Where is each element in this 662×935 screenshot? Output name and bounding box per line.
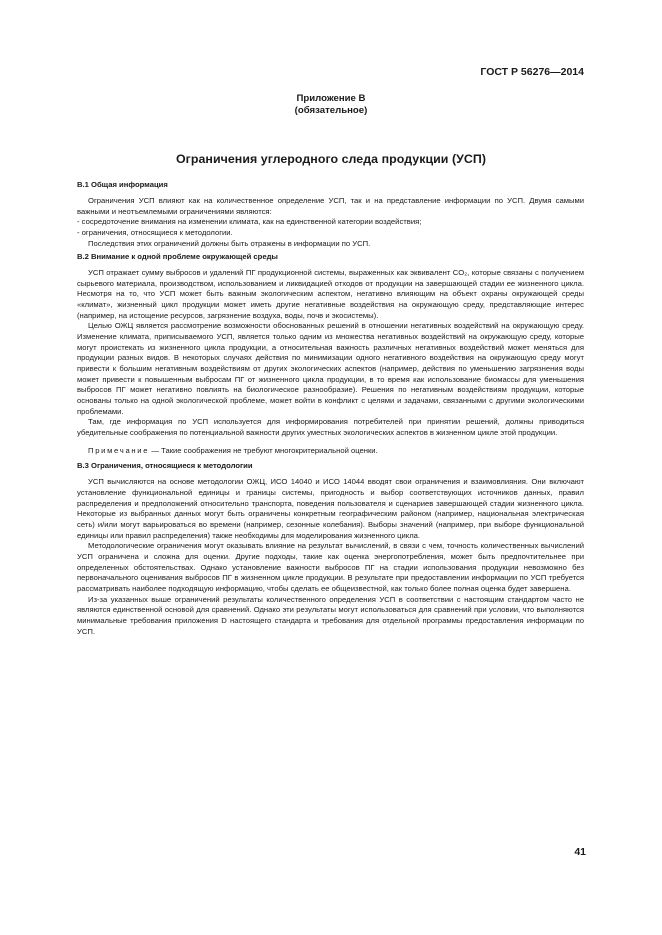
paragraph: Ограничения УСП влияют как на количественное определение УСП, так и на представление информации по УСП. Двумя самыми важными и неотъемлемыми ограничениями являются:	[77, 196, 584, 216]
paragraph: Из-за указанных выше ограничений результаты количественного определения УСП в соответствии с настоящим стандартом часто не являются единственной основой для сравнений. Однако эти результаты могут использоваться для сравнений при условии, что выполняются минимальные требования приложения D настоящего стандарта и требования для отдельной программы предоставления информации по УСП.	[77, 594, 584, 636]
page-number: 41	[574, 846, 586, 858]
document-body	[77, 180, 584, 637]
appendix-heading	[0, 93, 662, 117]
section-heading: В.2 Внимание к одной проблеме окружающей среды	[77, 251, 278, 261]
section-heading: В.3 Ограничения, относящиеся к методологии	[77, 461, 253, 471]
list-item: - сосредоточение внимания на изменении климата, как на единственной категории воздействия;	[77, 217, 422, 227]
main-title: Ограничения углеродного следа продукции (УСП)	[175, 152, 487, 166]
paragraph: Методологические ограничения могут оказывать влияние на результат вычислений, в связи с чем, точность количественных вычислений УСП ограничена и сложна для оценки. Другие подходы, такие как оценка энергопотребления, может быть предпочтительнее при определенных обстоятельствах. Однако установление важности выбросов ПГ на стадии использования продукции невозможно без первоначального оценивания выбросов ПГ в жизненном цикле продукции. В результате при предоставлении информации по УСП требуется рассматривать наиболее подходящую информацию, чтобы сделать ее общеизвестной, как только более полная оценка будет завершена.	[77, 541, 584, 593]
document-header-id: ГОСТ Р 56276—2014	[480, 66, 584, 78]
paragraph: УСП отражает сумму выбросов и удалений ПГ продукционной системы, выраженных как эквивалент CO₂, которые связаны с получением сырьевого материала, производством, использованием и ликвидацией отходов от продукции на завершающей стадии ее жизненного цикла. Несмотря на то, что УСП может быть важным экологическим аспектом, негативно влияющим на объект охраны окружающей среды «климат», жизненный цикл продукции может иметь другие негативные воздействия на окружающую среду, представляющие интерес (например, на истощение ресурсов, загрязнение воздуха, воды, почв и экосистемы).	[77, 268, 584, 320]
paragraph: Последствия этих ограничений должны быть отражены в информации по УСП.	[88, 238, 371, 248]
list-item: - ограничения, относящиеся к методологии.	[77, 228, 233, 238]
note-label: Примечание	[88, 445, 150, 455]
appendix-status: (обязательное)	[294, 105, 368, 117]
note-text: — Такие соображения не требуют многокритериальной оценки.	[149, 445, 378, 455]
section-heading: В.1 Общая информация	[77, 180, 168, 189]
appendix-title: Приложение В	[296, 93, 366, 104]
note	[77, 446, 584, 457]
paragraph: Целью ОЖЦ является рассмотрение возможности обоснованных решений в отношении негативных воздействий на окружающую среду. Изменение климата, приписываемого УСП, является только одним из множества негативных воздействий на окружающую среду, которые могут проистекать из жизненного цикла продукции, а относительная важность различных негативных воздействий может меняться для продукции разных видов. В некоторых случаях действия по минимизации одного негативного воздействия на окружающую среду могут привести к большим негативным воздействиям от других экологических аспектов (например, действия по уменьшению загрязнения воды может привести к повышенным выбросам ПГ от жизненного цикла продукции, в то время как использование биомассы для уменьшения выбросов ПГ может негативно повлиять на биологическое разнообразие). Решения по негативным воздействиям продукции, которые основаны только на одной экологической проблеме, может войти в конфликт с целями и задачами, связанными с другими экологическими проблемами.	[77, 321, 584, 416]
paragraph: Там, где информация по УСП используется для информирования потребителей при принятии решений, должны приводиться убедительные соображения по потенциальной важности других уместных экологических аспектов в жизненном цикле этой продукции.	[77, 417, 584, 437]
paragraph: УСП вычисляются на основе методологии ОЖЦ, ИСО 14040 и ИСО 14044 вводят свои ограничения и взаимовлияния. Они включают установление функциональной единицы и границы системы, пригодность и выбор соответствующих источников данных, правил распределения и предположений относительно транспорта, поведения пользователя и сценариев завершающей стадии жизненного цикла. Некоторые из выбранных данных могут быть ограничены конкретным географическим районом (например, национальная электрическая сеть) и/или могут варьироваться во времени (например, сезонные колебания). Выборы значений (например, при выборе функциональной единицы или правил распределения) также необходимы для моделирования жизненного цикла.	[77, 477, 584, 540]
